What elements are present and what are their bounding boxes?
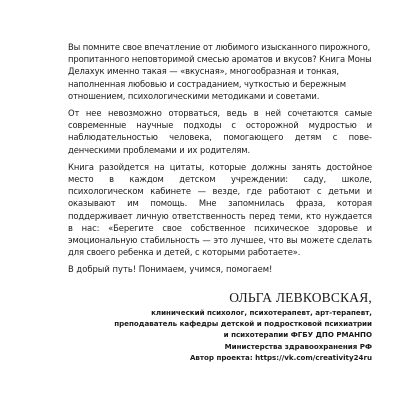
author-project-link: Автор проекта: https://vk.com/creativity24ru	[189, 353, 372, 363]
book-page	[68, 41, 372, 364]
paragraph-1: Вы помните свое впечатление от любимого изысканного пирожного, пропитанного неповторимой смесью ароматов и вкусов? Книга Моны Делахук именно такая — «вкусная», многообразная и тонкая, наполненная любовью и состраданием, чуткостью и бережным отношением, психологическими методиками и советами.	[68, 42, 372, 101]
author-name: ОЛЬГА ЛЕВКОВСКАЯ,	[229, 289, 372, 305]
author-title-line-1: клинический психолог, психотерапевт, арт-терапевт,	[151, 307, 372, 317]
foreword-text	[68, 41, 372, 276]
author-signature	[68, 290, 372, 364]
author-title-line-2: преподаватель кафедры детской и подростковой психиатрии	[114, 319, 372, 329]
author-title-line-4: Министерства здравоохранения РФ	[224, 341, 372, 351]
paragraph-3: Книга разойдется на цитаты, которые должны занять достойное место в каждом детском учреждении: саду, школе, психологическом кабинете — везде, где работают с детьми и оказывают им помощь. Мне запомнилась фраза, которая поддерживает личную ответственность перед теми, кто нуждается в нас: «Берегите свое собственное психическое здоровье и эмоциональную стабильность — это лучшее, что вы можете сделать для своего ребенка и детей, с которыми работаете».	[68, 161, 372, 258]
paragraph-2: От нее невозможно оторваться, ведь в ней сочетаются самые современные научные подходы с осторожной мудростью и наблюдательностью человека, помогающего детям с поведенческими проблемами и их родителям.	[68, 108, 372, 155]
closing-line: В добрый путь! Понимаем, учимся, помогаем!	[68, 264, 273, 275]
author-title-line-3: и психотерапии ФГБУ ДПО РМАНПО	[223, 330, 372, 340]
